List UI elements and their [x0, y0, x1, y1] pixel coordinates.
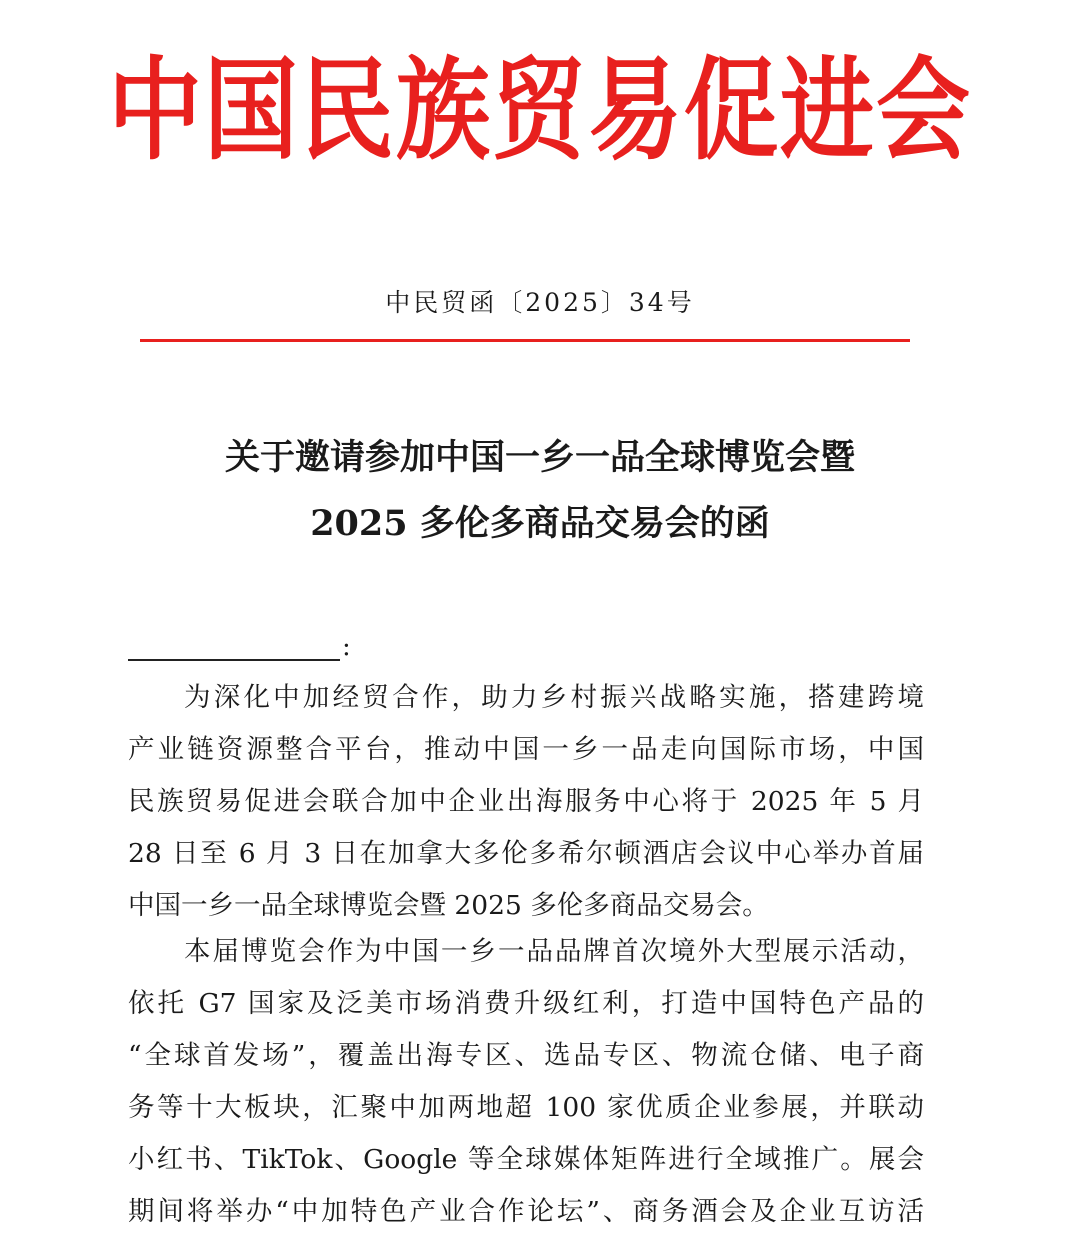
document-number: 中民贸函〔2025〕34号	[385, 288, 695, 317]
body-paragraph-2	[128, 926, 924, 1238]
document-title-line-2: 2025 多伦多商品交易会的函	[310, 503, 770, 544]
paragraph-line: 小红书、TikTok、Google 等全球媒体矩阵进行全域推广。展会	[128, 1144, 924, 1175]
paragraph-line: 中国一乡一品全球博览会暨 2025 多伦多商品交易会。	[128, 890, 769, 921]
letterhead-org-name: 中国民族贸易促进会	[107, 45, 972, 176]
paragraph-line: 期间将举办“中加特色产业合作论坛”、商务酒会及企业互访活	[128, 1196, 924, 1227]
paragraph-line: 务等十大板块，汇聚中加两地超 100 家优质企业参展，并联动	[128, 1092, 924, 1123]
paragraph-line: 依托 G7 国家及泛美市场消费升级红利，打造中国特色产品的	[128, 988, 924, 1019]
document-title-line-1: 关于邀请参加中国一乡一品全球博览会暨	[224, 437, 855, 478]
paragraph-line: 民族贸易促进会联合加中企业出海服务中心将于 2025 年 5 月	[128, 786, 924, 817]
body-paragraph-1	[128, 672, 924, 932]
paragraph-line: “全球首发场”，覆盖出海专区、选品专区、物流仓储、电子商	[128, 1040, 924, 1071]
addressee-blank-line	[128, 659, 340, 661]
paragraph-line: 产业链资源整合平台，推动中国一乡一品走向国际市场，中国	[128, 734, 924, 765]
letterhead-red-rule	[140, 339, 910, 342]
paragraph-line: 28 日至 6 月 3 日在加拿大多伦多希尔顿酒店会议中心举办首届	[128, 838, 924, 869]
paragraph-line: 本届博览会作为中国一乡一品品牌首次境外大型展示活动，	[184, 936, 924, 967]
addressee	[128, 628, 358, 666]
paragraph-line: 为深化中加经贸合作，助力乡村振兴战略实施，搭建跨境	[184, 682, 924, 713]
addressee-colon: :	[342, 632, 351, 662]
